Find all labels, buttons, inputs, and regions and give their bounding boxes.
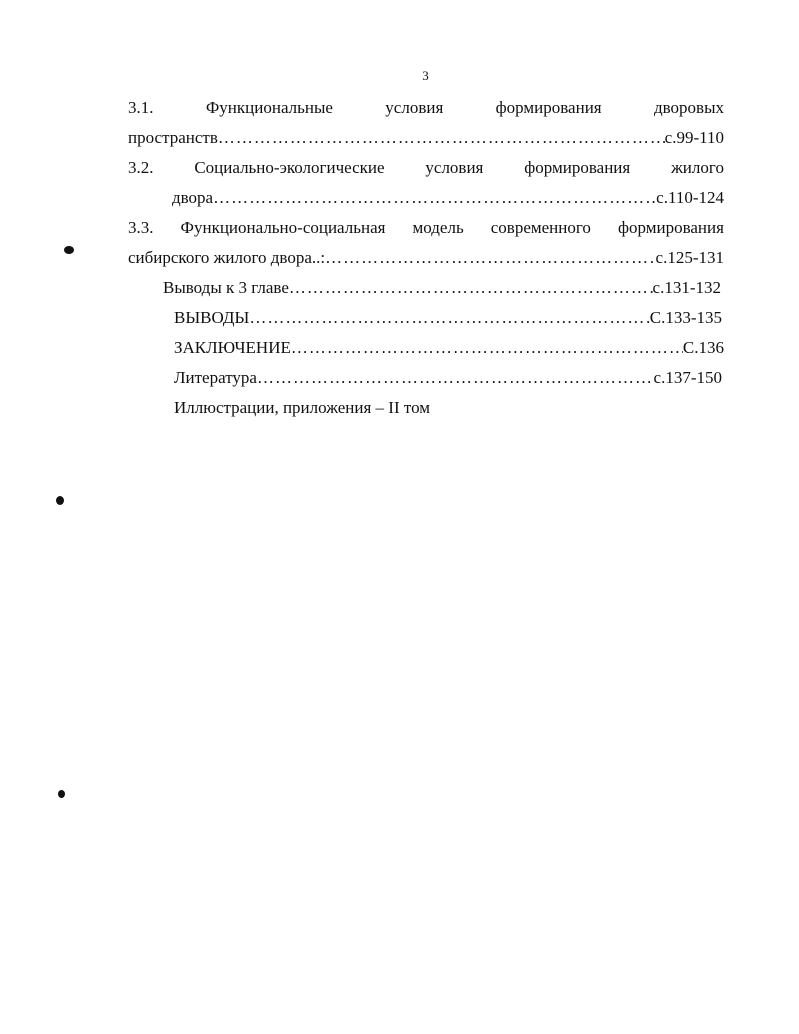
toc-3-3-number: 3.3. [128, 218, 154, 237]
toc-zaklyuchenie-page: С.136 [682, 338, 724, 357]
toc-3-2-word: жилого [671, 158, 724, 177]
toc-3-2-number: 3.2. [128, 158, 154, 177]
dot-leader [289, 278, 653, 298]
toc-literatura-text: Литература [174, 368, 257, 387]
page-number: 3 [422, 68, 429, 83]
toc-vyvody-text: ВЫВОДЫ [174, 308, 250, 327]
dot-leader [249, 308, 649, 328]
toc-3-1-heading [128, 98, 724, 118]
toc-zaklyuchenie-text: ЗАКЛЮЧЕНИЕ [174, 338, 291, 357]
toc-3-3-word: Функционально-социальная [180, 218, 386, 237]
toc-3-3-page: с.125-131 [655, 248, 724, 267]
dot-leader [218, 128, 665, 148]
toc-3-3-cont-text: сибирского жилого двора..: [128, 248, 326, 267]
toc-3-1-cont-text: пространств [128, 128, 218, 147]
dot-leader [291, 338, 683, 358]
toc-3-1-page: с.99-110 [664, 128, 724, 147]
scan-blot [58, 790, 65, 798]
toc-3-2-cont-text: двора [172, 188, 214, 207]
toc-3-2-word: формирования [524, 158, 631, 177]
dot-leader [325, 248, 655, 268]
toc-3-3-word: модель [412, 218, 464, 237]
toc-3-1-word: условия [385, 98, 444, 117]
toc-illustrations: Иллюстрации, приложения – II том [174, 398, 431, 417]
toc-3-3-word: современного [490, 218, 591, 237]
toc-3-2-word: Социально-экологические [194, 158, 385, 177]
toc-3-1-number: 3.1. [128, 98, 154, 117]
toc-3-3-heading [128, 218, 724, 238]
toc-vyvody-page: С.133-135 [649, 308, 722, 327]
toc-3-3-continuation [128, 248, 724, 268]
toc-conclusions-text: Выводы к 3 главе [163, 278, 289, 297]
toc-literatura [174, 368, 722, 388]
toc-chapter-3-conclusions [163, 278, 721, 298]
scan-blot [64, 246, 74, 254]
dot-leader [257, 368, 654, 388]
toc-vyvody [174, 308, 722, 328]
toc-3-1-word: Функциональные [205, 98, 333, 117]
scan-blot [56, 496, 64, 505]
toc-3-1-continuation [128, 128, 724, 148]
toc-3-1-word: дворовых [653, 98, 724, 117]
toc-3-3-word: формирования [617, 218, 724, 237]
toc-3-2-page: с.110-124 [656, 188, 724, 207]
toc-conclusions-page: с.131-132 [652, 278, 721, 297]
toc-3-2-word: условия [425, 158, 484, 177]
toc-literatura-page: с.137-150 [653, 368, 722, 387]
toc-3-2-continuation [172, 188, 724, 208]
dot-leader [213, 188, 656, 208]
toc-zaklyuchenie [174, 338, 724, 358]
toc-3-1-word: формирования [495, 98, 602, 117]
toc-3-2-heading [128, 158, 724, 178]
